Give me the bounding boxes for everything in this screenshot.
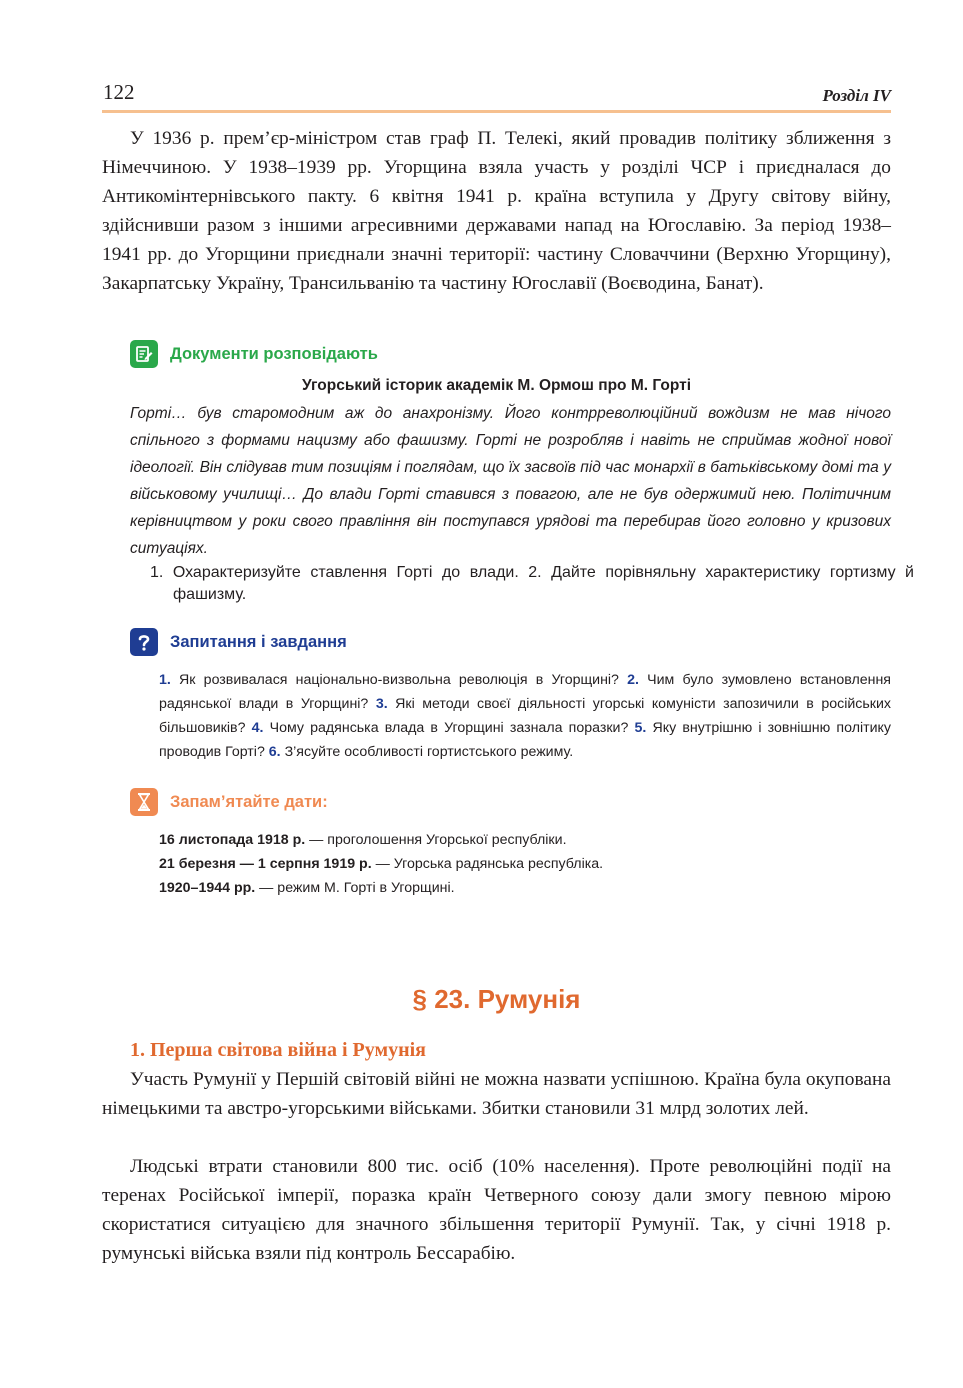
document-edit-icon — [130, 340, 158, 368]
dates-heading-label: Запам’ятайте дати: — [170, 793, 328, 811]
question-number: 5. — [634, 720, 647, 736]
question-number: 4. — [251, 720, 264, 736]
question-mark-icon — [130, 628, 158, 656]
date-row — [159, 876, 891, 900]
hourglass-icon — [130, 788, 158, 816]
dates-heading — [130, 788, 328, 816]
date-label: 1920–1944 рр. — [159, 880, 256, 896]
questions-list — [159, 668, 891, 764]
questions-heading — [130, 628, 347, 656]
body-paragraph: Участь Румунії у Першій світовій війні не можна назвати успішною. Країна була окупована німецькими та австро-угорськими військами. Збитки становили 31 млрд золотих лей. — [102, 1069, 891, 1119]
date-description: — режим М. Горті в Угорщині. — [255, 880, 455, 896]
question-number: 6. — [268, 744, 281, 760]
question-number: 3. — [375, 696, 388, 712]
page-number: 122 — [103, 80, 135, 104]
body-paragraph: Людські втрати становили 800 тис. осіб (10% населення). Проте революційні події на теренах Російської імперії, поразка країн Четверного союзу дали змогу певною мірою скористатися ситуацією для значного збільшення території Румунії. Так, у січні 1918 р. румунські війська взяли під контроль Бессарабію. — [102, 1156, 891, 1264]
documents-heading — [130, 340, 378, 368]
date-row — [159, 852, 891, 876]
document-quote: Горті… був старомодним аж до анахронізму. Його контрреволюційний вождизм не мав нічого спільного з формами нацизму або фашизму. Горті не розробляв і навіть не сприймав жодної нової ідеології. Він слідував тим позиціям і поглядам, що їх засвоїв під час монархії в батьківському домі та у військовому училищі… До влади Горті ставився з повагою, але не був одержимий нею. Політичним керівництвом у роки свого правління він поступався урядові та перебирав його головно у кризових ситуаціях. — [130, 405, 891, 557]
date-label: 21 березня — 1 серпня 1919 р. — [159, 856, 372, 872]
question-text: Які методи своєї діяльності угорські комуністи запозичили в російських більшовиків? — [159, 696, 891, 736]
questions-heading-label: Запитання і завдання — [170, 633, 347, 651]
document-task: 1. Охарактеризуйте ставлення Горті до влади. 2. Дайте порівняльну характеристику гортизму й фашизму. — [150, 564, 914, 603]
header-divider — [102, 110, 891, 113]
intro-paragraph: У 1936 р. прем’єр-міністром став граф П. Телекі, який провадив політику зближення з Німеччиною. У 1938–1939 рр. Угорщина взяла участь у розділі ЧСР і приєдналася до Антикомінтернівського пакту. 6 квітня 1941 р. країна вступила у Другу світову війну, здійснивши разом з іншими агресивними державами напад на Югославію. За період 1938–1941 рр. до Угорщини приєднали значні території: частину Словаччини (Верхню Угорщину), Закарпатську Україну, Трансильванію та частину Югославії (Воєводина, Банат). — [102, 128, 891, 294]
question-number: 1. — [159, 672, 171, 688]
date-description: — Угорська радянська республіка. — [371, 856, 604, 872]
subsection-title: 1. Перша світова війна і Румунія — [130, 1039, 426, 1061]
date-row — [159, 828, 891, 852]
question-text: З’ясуйте особливості гортистського режиму. — [280, 744, 574, 760]
question-text: Яку внутрішню і зовнішню політику проводив Горті? — [159, 720, 892, 760]
question-number: 2. — [627, 672, 639, 688]
question-text: Чим було зумовлено встановлення радянської влади в Угорщині? — [159, 672, 891, 712]
dates-list — [159, 828, 891, 900]
date-label: 16 листопада 1918 р. — [159, 832, 306, 848]
question-text: Чому радянська влада в Угорщині зазнала поразки? — [263, 720, 635, 736]
section-title: § 23. Румунія — [412, 984, 581, 1014]
date-description: — проголошення Угорської республіки. — [305, 832, 567, 848]
running-head: Розділ IV — [822, 86, 891, 105]
document-title: Угорський історик академік М. Ормош про М. Горті — [301, 377, 691, 394]
documents-heading-label: Документи розповідають — [170, 345, 378, 363]
question-text: Як розвивалася національно-визвольна революція в Угорщині? — [170, 672, 628, 688]
